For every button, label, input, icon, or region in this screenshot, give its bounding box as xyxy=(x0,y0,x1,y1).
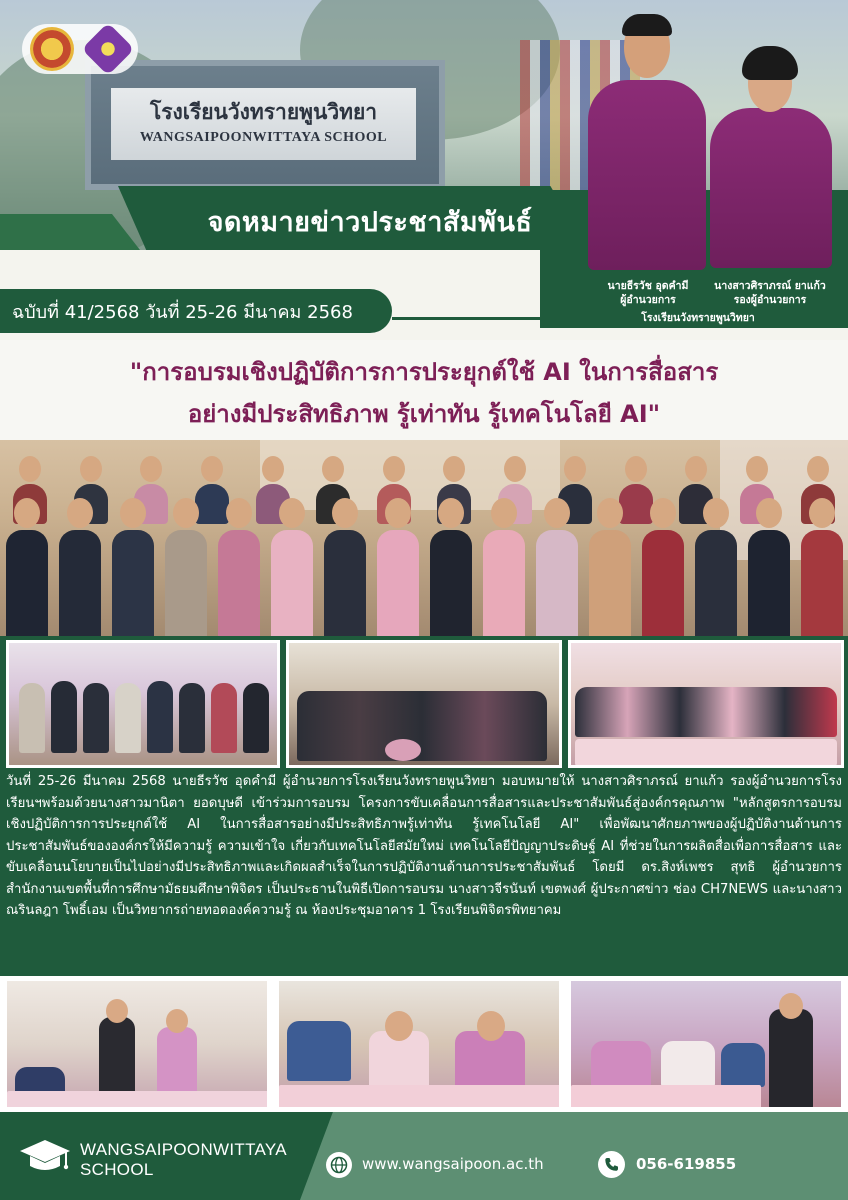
deputy-director-photo xyxy=(710,108,832,268)
newsletter-title: จดหมายข่าวประชาสัมพันธ์ xyxy=(207,207,533,238)
sign-thai-text: โรงเรียนวังทรายพูนวิทยา xyxy=(149,99,378,124)
graduation-cap-icon xyxy=(18,1136,72,1176)
deputy-role: รองผู้อำนวยการ xyxy=(733,294,807,306)
headline-line-1: "การอบรมเชิงปฏิบัติการการประยุกต์ใช้ AI ในการสื่อสาร xyxy=(129,358,719,386)
director-photo xyxy=(588,80,706,270)
director-caption xyxy=(588,279,708,307)
issue-number-date: ฉบับที่ 41/2568 วันที่ 25-26 มีนาคม 2568 xyxy=(12,302,353,323)
group-photo xyxy=(0,440,848,636)
school-caption: โรงเรียนวังทรายพูนวิทยา xyxy=(641,312,755,324)
director-name: นายธีรวัช อุดคำมี xyxy=(607,280,689,292)
deputy-caption xyxy=(700,279,840,307)
activity-photo-1 xyxy=(6,640,280,768)
activity-photo-5 xyxy=(276,978,562,1110)
footer-brand-line-1: WANGSAIPOONWITTAYA xyxy=(80,1140,287,1159)
phone-number[interactable]: 056-619855 xyxy=(636,1155,737,1173)
website-link[interactable]: www.wangsaipoon.ac.th xyxy=(362,1155,544,1173)
activity-photo-3 xyxy=(568,640,844,768)
activity-photo-4 xyxy=(4,978,270,1110)
footer-brand-line-2: SCHOOL xyxy=(80,1160,154,1179)
director-role: ผู้อำนวยการ xyxy=(620,294,676,306)
sign-english-text: WANGSAIPOONWITTAYA SCHOOL xyxy=(139,130,388,145)
obec-logo xyxy=(30,27,74,71)
activity-photo-2 xyxy=(286,640,562,768)
news-body-text: วันที่ 25-26 มีนาคม 2568 นายธีรวัช อุดคำมี ผู้อำนวยการโรงเรียนวังทรายพูนวิทยา มอบหมายให้ นางสาวศิราภรณ์ ยาแก้ว รองผู้อำนวยการโรงเรียนฯพร้อมด้วยนางสาวมานิตา ยอดบุษดี เข้าร่วมการอบรม โครงการขับเคลื่อนการสื่อสารและประชาสัมพันธ์สู่องค์กรคุณภาพ "หลักสูตรการอบรมเชิงปฏิบัติการการประยุกต์ใช้ AI ในการสื่อสารอย่างมีประสิทธิภาพรู้เท่าทัน รู้เทคโนโลยี AI" เพื่อพัฒนาศักยภาพของผู้ปฏิบัติงานด้านการประชาสัมพันธ์ขององค์กรให้มีความรู้ ความเข้าใจ เกี่ยวกับเทคโนโลยีสมัยใหม่ เทคโนโลยีปัญญาประดิษฐ์ AI ที่ช่วยในการผลิตสื่อเพื่อการสื่อสาร และขับเคลื่อนนโยบายเป็นไปอย่างมีประสิทธิภาพและเกิดผลสำเร็จในการปฏิบัติงานด้านการประชาสัมพันธ์ โดยมี ดร.สิงห์เพชร สุทธิ ผู้อำนวยการสำนักงานเขตพื้นที่การศึกษามัธยมศึกษาพิจิตร เป็นประธานในพิธีเปิดการอบรม นางสาวจีรนันท์ เขตพงศ์ ผู้ประกาศข่าว ช่อง CH7NEWS และนางสาวณรินลฎา โพธิ์เอม เป็นวิทยากรถ่ายทอดองค์ความรู้ ณ ห้องประชุมอาคาร 1 โรงเรียนพิจิตรพิทยาคม xyxy=(6,774,842,918)
activity-photo-6 xyxy=(568,978,844,1110)
headline-line-2: อย่างมีประสิทธิภาพ รู้เท่าทัน รู้เทคโนโลยี AI" xyxy=(187,400,661,428)
deputy-name: นางสาวศิราภรณ์ ยาแก้ว xyxy=(714,280,826,292)
phone-icon xyxy=(598,1151,625,1178)
school-sign xyxy=(85,60,445,190)
globe-icon xyxy=(326,1152,352,1178)
